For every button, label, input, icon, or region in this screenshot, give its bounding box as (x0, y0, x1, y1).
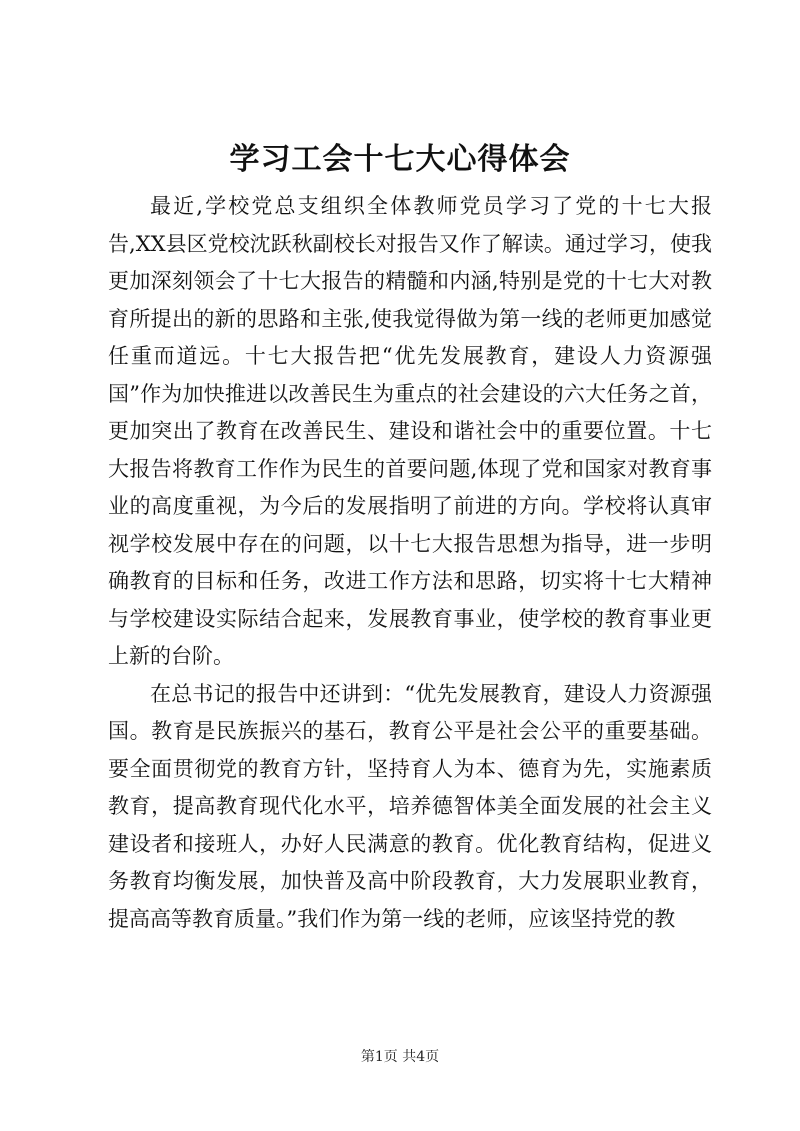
document-body (108, 188, 712, 938)
document-title: 学习工会十七大心得体会 (229, 142, 571, 177)
paragraph-1: 最近,学校党总支组织全体教师党员学习了党的十七大报告,XX县区党校沈跃秋副校长对报告又作了解读。通过学习，使我更加深刻领会了十七大报告的精髓和内涵,特别是党的十七大对教育所提出的新的思路和主张,使我觉得做为第一线的老师更加感觉任重而道远。十七大报告把“优先发展教育，建设人力资源强国”作为加快推进以改善民生为重点的社会建设的六大任务之首，更加突出了教育在改善民生、建设和谐社会中的重要位置。十七大报告将教育工作作为民生的首要问题,体现了党和国家对教育事业的高度重视，为今后的发展指明了前进的方向。学校将认真审视学校发展中存在的问题，以十七大报告思想为指导，进一步明确教育的目标和任务，改进工作方法和思路，切实将十七大精神与学校建设实际结合起来，发展教育事业，使学校的教育事业更上新的台阶。 (108, 194, 712, 668)
page-footer: 第1页 共4页 (360, 1049, 440, 1065)
paragraph-2: 在总书记的报告中还讲到：“优先发展教育，建设人力资源强国。教育是民族振兴的基石，教育公平是社会公平的重要基础。要全面贯彻党的教育方针，坚持育人为本、德育为先，实施素质教育，提高教育现代化水平，培养德智体美全面发展的社会主义建设者和接班人，办好人民满意的教育。优化教育结构，促进义务教育均衡发展，加快普及高中阶段教育，大力发展职业教育，提高高等教育质量。”我们作为第一线的老师，应该坚持党的教 (108, 681, 712, 931)
